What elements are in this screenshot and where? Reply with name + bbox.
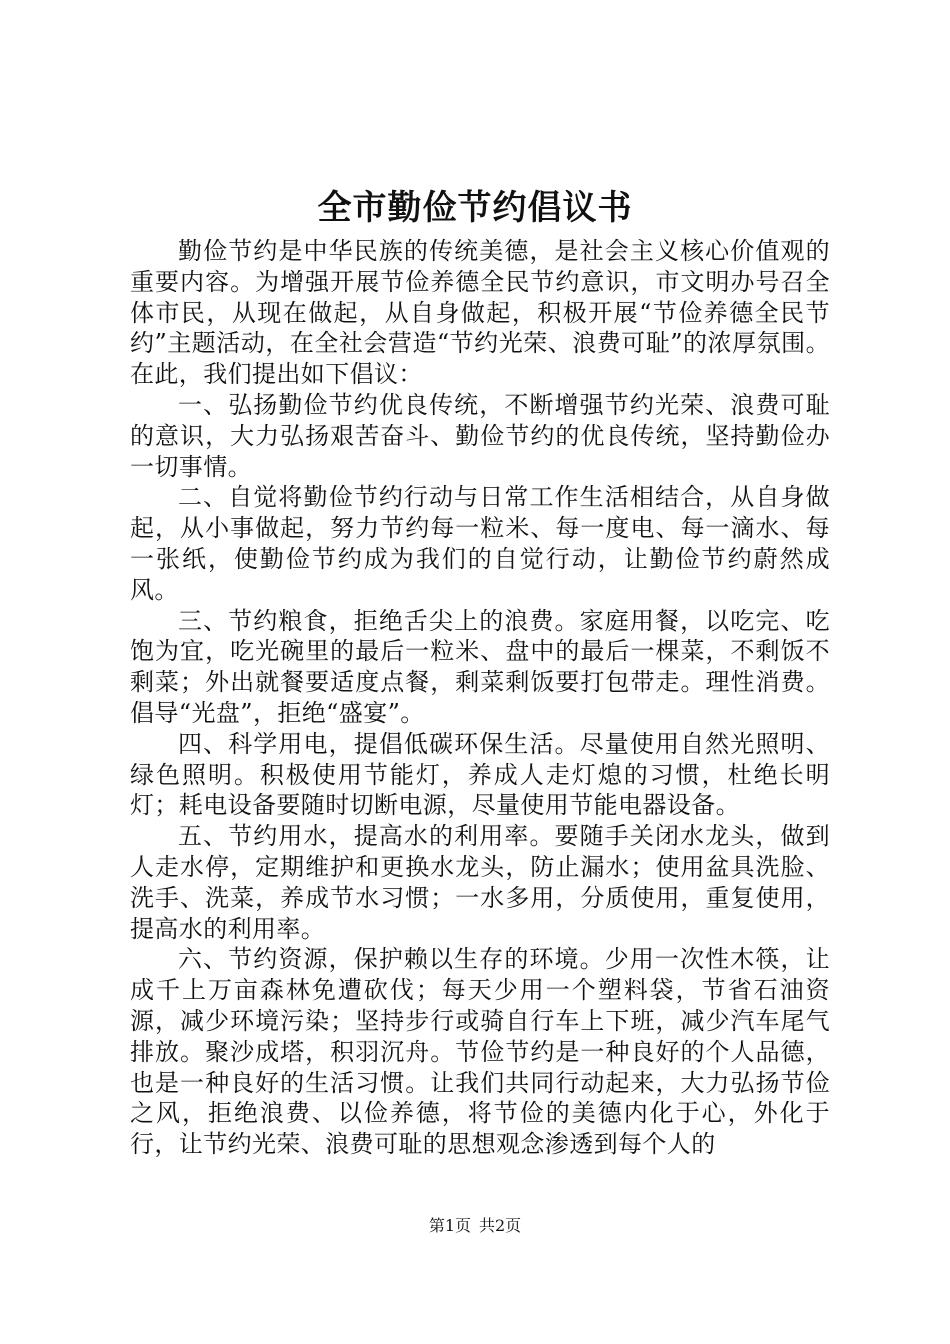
paragraph-item-4: 四、科学用电，提倡低碳环保生活。尽量使用自然光照明、绿色照明。积极使用节能灯，养成人走灯熄的习惯，杜绝长明灯；耗电设备要随时切断电源，尽量使用节能电器设备。 — [130, 729, 830, 820]
paragraph-item-1: 一、弘扬勤俭节约优良传统，不断增强节约光荣、浪费可耻的意识，大力弘扬艰苦奋斗、勤俭节约的优良传统，坚持勤俭办一切事情。 — [130, 390, 830, 481]
page-number-total: 共2页 — [479, 1216, 522, 1235]
paragraph-item-2: 二、自觉将勤俭节约行动与日常工作生活相结合，从自身做起，从小事做起，努力节约每一粒米、每一度电、每一滴水、每一张纸，使勤俭节约成为我们的自觉行动，让勤俭节约蔚然成风。 — [130, 483, 830, 604]
paragraph-item-5: 五、节约用水，提高水的利用率。要随手关闭水龙头，做到人走水停，定期维护和更换水龙头，防止漏水；使用盆具洗脸、洗手、洗菜，养成节水习惯；一水多用，分质使用，重复使用，提高水的利用率。 — [130, 822, 830, 943]
page-number-current: 第1页 — [428, 1216, 471, 1235]
document-body — [130, 236, 830, 1160]
paragraph-item-6: 六、节约资源，保护赖以生存的环境。少用一次性木筷，让成千上万亩森林免遭砍伐；每天少用一个塑料袋，节省石油资源，减少环境污染；坚持步行或骑自行车上下班，减少汽车尾气排放。聚沙成塔，积羽沉舟。节俭节约是一种良好的个人品德，也是一种良好的生活习惯。让我们共同行动起来，大力弘扬节俭之风，拒绝浪费、以俭养德，将节俭的美德内化于心，外化于行，让节约光荣、浪费可耻的思想观念渗透到每个人的 — [130, 945, 830, 1159]
page-footer — [0, 1214, 950, 1238]
paragraph-item-3: 三、节约粮食，拒绝舌尖上的浪费。家庭用餐，以吃完、吃饱为宜，吃光碗里的最后一粒米、盘中的最后一棵菜，不剩饭不剩菜；外出就餐要适度点餐，剩菜剩饭要打包带走。理性消费。倡导“光盘”，拒绝“盛宴”。 — [130, 606, 830, 727]
paragraph-intro: 勤俭节约是中华民族的传统美德，是社会主义核心价值观的重要内容。为增强开展节俭养德全民节约意识，市文明办号召全体市民，从现在做起，从自身做起，积极开展“节俭养德全民节约”主题活动，在全社会营造“节约光荣、浪费可耻”的浓厚氛围。在此，我们提出如下倡议： — [130, 237, 830, 389]
document-title: 全市勤俭节约倡议书 — [317, 188, 633, 228]
